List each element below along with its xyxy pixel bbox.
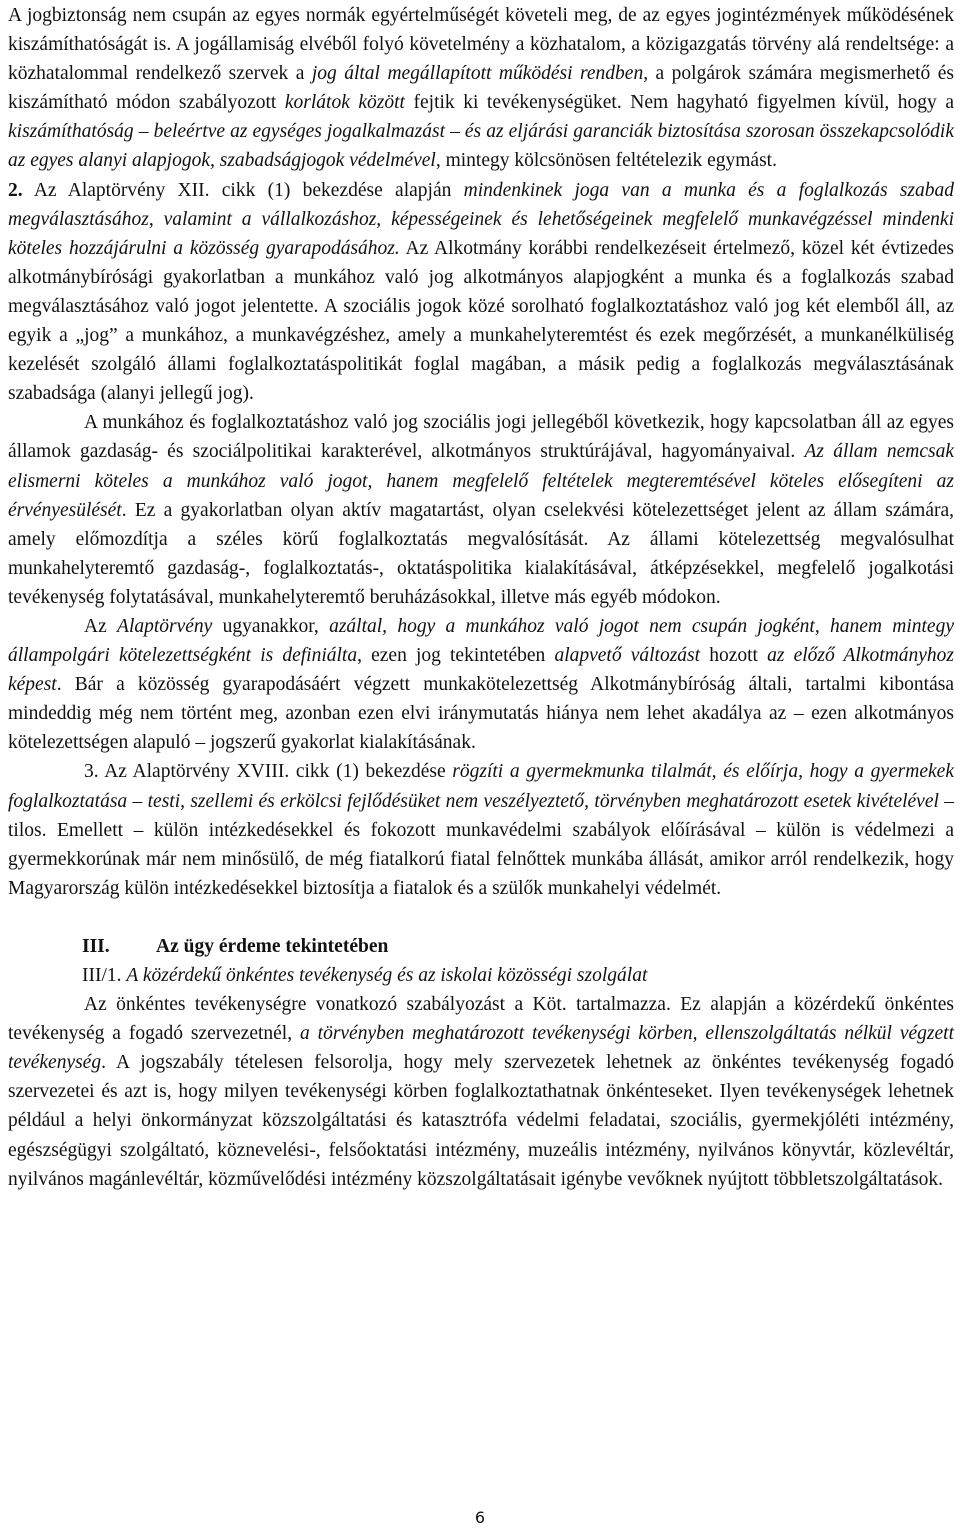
- paragraph-article-xviii: [8, 757, 954, 902]
- italic-run: azáltal, hogy a munkához való jogot nem csupán jogként, hanem mintegy állampolgári kötelezettségként is definiálta: [8, 615, 954, 667]
- text-run: , ezen jog tekintetében: [357, 645, 555, 667]
- text-run: A munkához és foglalkoztatáshoz való jog szociális jogi jellegéből következik, hogy kapcsolatban áll az egyes államok gazdaság- és szociálpolitikai karakterével, alkotmányos struktúrájával, hagyományaival.: [8, 412, 954, 463]
- subsection-title: A közérdekű önkéntes tevékenység és az iskolai közösségi szolgálat: [126, 965, 648, 986]
- italic-run: rögzíti a gyermekmunka tilalmát, és előírja, hogy a gyermekek foglalkoztatása – testi, szellemi és erkölcsi fejlődésüket nem veszélyeztető, törvényben meghatározott esetek kivételével: [8, 761, 954, 812]
- paragraph-fundamental-law: [8, 612, 954, 757]
- text-run: ugyanakkor,: [212, 615, 330, 637]
- paragraph-number: 2.: [8, 179, 23, 201]
- text-run: Az: [84, 615, 118, 637]
- text-run: 3. Az Alaptörvény XVIII. cikk (1) bekezdése: [84, 761, 453, 783]
- subsection-heading: [8, 961, 954, 990]
- text-run: Az Alkotmány korábbi rendelkezéseit értelmező, közel két évtizedes alkotmánybírósági gyakorlatban a munkához való jog alkotmányos alapjogként a munka és a foglalkozás szabad megválasztásához való jogot jelentette. A szociális jogok közé sorolható foglalkoztatáshoz való jog két elemből áll, az egyik a „jog” a munkához, a munkavégzéshez, amely a munkahelyteremtést és ezek megőrzését, a munkanélküliség kezelését szolgáló állami foglalkoztatáspolitikát foglal magában, a másik pedig a foglalkozás megválasztásának szabadsága (alanyi jellegű jog).: [8, 237, 955, 405]
- text-run: fejtik ki tevékenységüket. Nem hagyható figyelmen kívül, hogy a: [404, 92, 954, 114]
- text-run: . Bár a közösség gyarapodásáért végzett munkakötelezettség Alkotmánybíróság általi, tartalmi kibontása mindeddig még nem történt meg, azonban ezen elvi iránymutatás hiánya nem lehet akadálya az – ezen alkotmányos kötelezettségen alapuló – jogszerű gyakorlat kialakításának.: [8, 674, 954, 754]
- subsection-number: III/1.: [82, 965, 122, 986]
- italic-run: alapvető változást: [554, 645, 701, 667]
- text-run: , mintegy kölcsönösen feltételezik egymást.: [435, 150, 777, 172]
- italic-run: kiszámíthatóság – beleértve az egységes jogalkalmazást – és az eljárási garanciák biztosítása szorosan összekapcsolódik az egyes alanyi alapjogok, szabadságjogok védelmével: [8, 121, 954, 172]
- section-spacer: [8, 903, 954, 932]
- text-run: . Ez a gyakorlatban olyan aktív magatartást, olyan cselekvési kötelezettséget jelent az állam számára, amely előmozdítja a széles körű foglalkoztatás megvalósítását. Az állami kötelezettség megvalósulhat munkahelyteremtő gazdaság-, foglalkoztatás-, oktatáspolitika kialakításával, átképzésekkel, megfelelő jogalkotási tevékenység folytatásával, munkahelyteremtő beruházásokkal, illetve más egyéb módokon.: [8, 499, 954, 608]
- paragraph-article-xii: [8, 176, 954, 409]
- text-run: , a polgárok számára megismerhető és kiszámítható módon szabályozott: [8, 63, 954, 114]
- text-run: . A jogszabály tételesen felsorolja, hogy mely szervezetek lehetnek az önkéntes tevékenység fogadó szervezetei és azt is, hogy milyen tevékenységi körben foglalkoztathatnak önkénteseket. Ilyen tevékenységek lehetnek például a helyi önkormányzat közszolgáltatási és katasztrófa védelmi feladatai, szociális, gyermekjóléti intézmény, egészségügyi szolgáltató, köznevelési-, felsőoktatási intézmény, muzeális intézmény, nyilvános könyvtár, közlevéltár, nyilvános magánlevéltár, közművelődési intézmény közszolgáltatásait igénybe vevőknek nyújtott többletszolgáltatások.: [8, 1052, 954, 1190]
- italic-run: a törvényben meghatározott tevékenységi körben, ellenszolgáltatás nélkül végzett tevékenység: [8, 1023, 954, 1074]
- document-page: [8, 1, 954, 1194]
- text-run: Az Alaptörvény: [22, 179, 178, 201]
- text-run: – tilos. Emellett – külön intézkedésekkel és fokozott munkavédelmi szabályok előírásával – külön is védelmezi a gyermekkorúnak már nem minősülő, de még fiatalkorú fiatal felnőttek munkába állását, amikor arról rendelkezik, hogy Magyarország külön intézkedésekkel biztosítja a fiatalok és a szülők munkahelyi védelmét.: [8, 790, 955, 899]
- paragraph-right-to-work: [8, 408, 954, 612]
- italic-run: jog által megállapított működési rendben: [311, 63, 644, 85]
- paragraph-legal-certainty: [8, 1, 954, 176]
- text-run: Az önkéntes tevékenységre vonatkozó szabályozást a Köt. tartalmazza. Ez alapján a közérdekű önkéntes tevékenység a fogadó szervezetnél,: [8, 994, 954, 1045]
- italic-run: korlátok között: [284, 92, 405, 114]
- section-number: III.: [82, 935, 110, 957]
- italic-run: az előző Alkotmányhoz képest: [8, 645, 954, 696]
- text-run: XII. cikk (1) bekezdése alapján: [177, 179, 464, 201]
- section-heading: [8, 932, 954, 961]
- text-run: A jogbiztonság nem csupán az egyes normák egyértelműségét követeli meg, de az egyes jogintézmények működésének kiszámíthatóságát is. A jogállamiság elvéből folyó követelmény a közhatalom, a közigazgatás törvény alá rendeltsége: a közhatalommal rendelkező szervek a: [8, 5, 954, 85]
- section-title: Az ügy érdeme tekintetében: [156, 935, 389, 957]
- paragraph-volunteer-activity: [8, 990, 954, 1194]
- text-run: hozott: [700, 645, 768, 667]
- page-number: 6: [474, 1508, 486, 1527]
- italic-run: mindenkinek joga van a munka és a foglalkozás szabad megválasztásához, valamint a vállalkozáshoz, képességeinek és lehetőségeinek megfelelő munkavégzéssel mindenki köteles hozzájárulni a közösség gyarapodásához.: [8, 179, 955, 259]
- italic-run: Az állam nemcsak elismerni köteles a munkához való jogot, hanem megfelelő feltételek megteremtésével köteles elősegíteni az érvényesülését: [8, 441, 954, 521]
- italic-run: Alaptörvény: [117, 615, 213, 637]
